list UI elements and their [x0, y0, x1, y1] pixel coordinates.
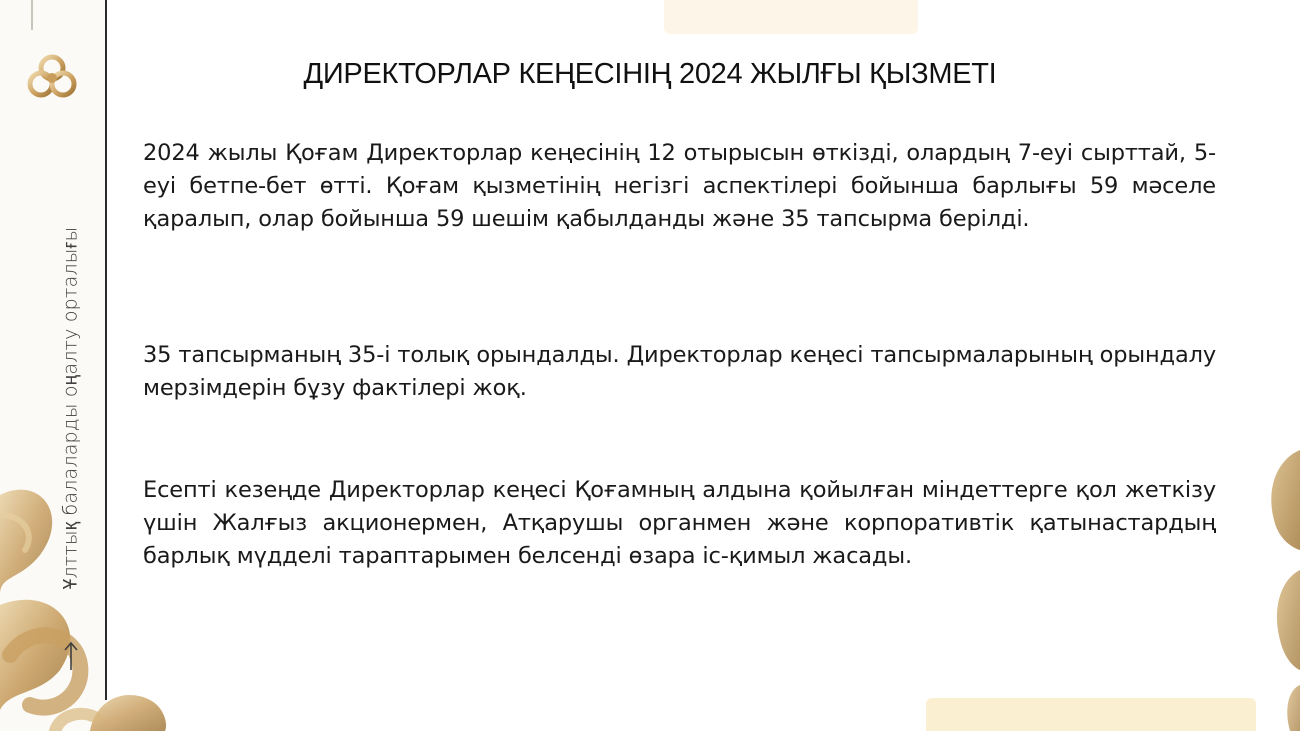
top-decor-tab: [664, 0, 918, 34]
bottom-decor-tab: [926, 698, 1256, 731]
sidebar-divider: [105, 0, 107, 700]
paragraph-meetings: 2024 жылы Қоғам Директорлар кеңесінің 12 отырысын өткізді, олардың 7-еуі сырттай, 5-еуі бетпе-бет өтті. Қоғам қызметінің негізгі аспектілері бойынша барлығы 59 мәселе қаралып, олар бойынша 59 шешім қабылданды және 35 тапсырма берілді.: [143, 140, 1216, 232]
top-decor-line: [31, 0, 33, 30]
sidebar-vertical-label-container: [56, 188, 86, 628]
paragraph-tasks: 35 тапсырманың 35-і толық орындалды. Директорлар кеңесі тапсырмаларының орындалу мерзімдерін бұзу фактілері жоқ.: [143, 342, 1216, 401]
right-ornament-icon: [1266, 450, 1300, 731]
slide-title: ДИРЕКТОРЛАР КЕҢЕСІНІҢ 2024 ЖЫЛҒЫ ҚЫЗМЕТІ: [303, 58, 997, 90]
arrow-up-icon: [60, 640, 82, 672]
sidebar-vertical-label: Ұлттық балаларды оңалту орталығы: [59, 226, 82, 590]
gold-emblem-logo-icon: [26, 52, 78, 102]
paragraph-interaction: Есепті кезеңде Директорлар кеңесі Қоғамның алдына қойылған міндеттерге қол жеткізу үшін Жалғыз акционермен, Атқарушы органмен және корпоративтік қатынастардың барлық мүдделі тараптарымен белсенді өзара іс-қимыл жасады.: [143, 477, 1216, 569]
